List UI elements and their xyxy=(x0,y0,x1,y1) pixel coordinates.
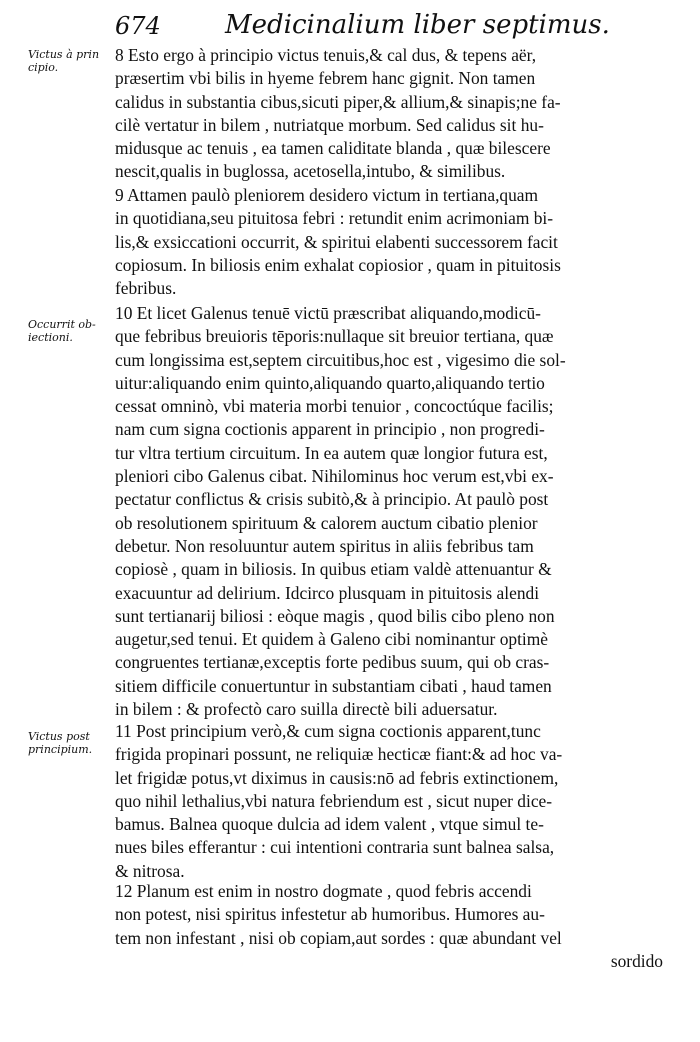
text-line: frigida propinari possunt, ne reliquiæ hecticæ fiant:& ad hoc va- xyxy=(115,744,563,765)
paragraph-10 xyxy=(115,302,663,721)
margin-note-occurrit-obiectioni xyxy=(28,318,116,344)
text-line: tem non infestant , nisi ob copiam,aut sordes : quæ abundant vel xyxy=(115,927,562,948)
text-line: copiosè , quam in biliosis. In quibus etiam valdè attenuantur & xyxy=(115,559,552,580)
text-line: sunt tertianarij biliosi : eòque magis , quod bilis cibo pleno non xyxy=(115,605,555,626)
text-line: præsertim vbi bilis in hyeme febrem hanc gignit. Non tamen xyxy=(115,68,536,89)
page-header xyxy=(115,8,660,40)
text-line: copiosum. In biliosis enim exhalat copiosior , quam in pituitosis xyxy=(115,254,561,275)
text-line: congruentes tertianæ,exceptis forte pedibus suum, qui ob cras- xyxy=(115,652,550,673)
text-line: calidus in substantia cibus,sicuti piper,& allium,& sinapis;ne fa- xyxy=(115,91,561,112)
paragraph-11 xyxy=(115,720,663,883)
text-line: nam cum signa coctionis apparent in principio , non progredi- xyxy=(115,419,545,440)
text-line: 9 Attamen paulò pleniorem desidero victum in tertiana,quam xyxy=(115,185,539,205)
margin-note-line: Victus à prin xyxy=(28,48,100,61)
margin-note-line: Occurrit ob- xyxy=(28,318,96,331)
text-line: 8 Esto ergo à principio victus tenuis,& cal dus, & tepens aër, xyxy=(115,45,537,65)
text-line: 10 Et licet Galenus tenuē victū præscribat aliquando,modicū- xyxy=(115,303,541,323)
text-line: in bilem : & profectò caro suilla directè bili aduersatur. xyxy=(115,699,498,720)
text-line: midusque ac tenuis , ea tamen caliditate blanda , quæ bilescere xyxy=(115,138,551,159)
margin-note-victus-post-principium xyxy=(28,730,116,756)
text-line: non potest, nisi spiritus infestetur ab humoribus. Humores au- xyxy=(115,904,545,925)
text-line: tur vltra tertium circuitum. In ea autem quæ longior futura est, xyxy=(115,442,548,463)
text-line: exacuuntur ad delirium. Idcirco plusquam in pituitosis alendi xyxy=(115,582,540,603)
text-line: quo nihil lethalius,vbi natura febriendum est , sicut nuper dice- xyxy=(115,790,553,811)
text-line: in quotidiana,seu pituitosa febri : retundit enim acrimoniam bi- xyxy=(115,208,554,229)
text-line: nues biles efferantur : cui intentioni contraria sunt balnea salsa, xyxy=(115,837,555,858)
paragraph-12 xyxy=(115,880,663,973)
margin-note-line: Victus post xyxy=(28,730,90,743)
catchword: sordido xyxy=(610,950,663,971)
paragraph-8 xyxy=(115,44,663,184)
margin-note-line: cipio. xyxy=(28,61,59,74)
text-line: sitiem difficile conuertuntur in substantiam cibati , haud tamen xyxy=(115,675,552,696)
text-line: febribus. xyxy=(115,278,177,299)
text-line: cilè vertatur in bilem , nutriatque morbum. Sed calidus sit hu- xyxy=(115,114,544,135)
running-title: Medicinalium liber septimus. xyxy=(225,10,610,40)
text-line: pectatur conflictus & crisis subitò,& à principio. At paulò post xyxy=(115,489,549,510)
text-line: cessat omninò, vbi materia morbi tenuior , concoctúque facilis; xyxy=(115,396,554,417)
text-line: 11 Post principium verò,& cum signa coctionis apparent,tunc xyxy=(115,721,541,741)
text-line: bamus. Balnea quoque dulcia ad idem valent , vtque simul te- xyxy=(115,814,544,835)
text-line: 12 Planum est enim in nostro dogmate , quod febris accendi xyxy=(115,881,532,901)
text-line: que febribus breuioris tēporis:nullaque sit breuior tertiana, quæ xyxy=(115,326,554,347)
text-line: & nitrosa. xyxy=(115,860,185,881)
margin-note-line: iectioni. xyxy=(28,331,73,344)
margin-note-victus-principio xyxy=(28,48,116,74)
text-line: debetur. Non resoluuntur autem spiritus in aliis febribus tam xyxy=(115,535,534,556)
text-line: augetur,sed tenui. Et quidem à Galeno cibi nominantur optimè xyxy=(115,629,548,650)
margin-note-line: principium. xyxy=(28,743,93,756)
text-line: cum longissima est,septem circuitibus,hoc est , vigesimo die sol- xyxy=(115,349,566,370)
text-line: pleniori cibo Galenus cibat. Nihilominus hoc verum est,vbi ex- xyxy=(115,466,554,487)
text-line: ob resolutionem spirituum & calorem auctum cibatio plenior xyxy=(115,512,538,533)
text-line: lis,& exsiccationi occurrit, & spiritui elabenti successorem facit xyxy=(115,231,558,252)
text-line: let frigidæ potus,vt diximus in causis:nō ad febris extinctionem, xyxy=(115,767,559,788)
text-line: nescit,qualis in buglossa, acetosella,intubo, & similibus. xyxy=(115,161,506,182)
page-number: 674 xyxy=(115,12,161,40)
paragraph-9 xyxy=(115,184,663,300)
text-line: uitur:aliquando enim quinto,aliquando quarto,aliquando tertio xyxy=(115,372,545,393)
